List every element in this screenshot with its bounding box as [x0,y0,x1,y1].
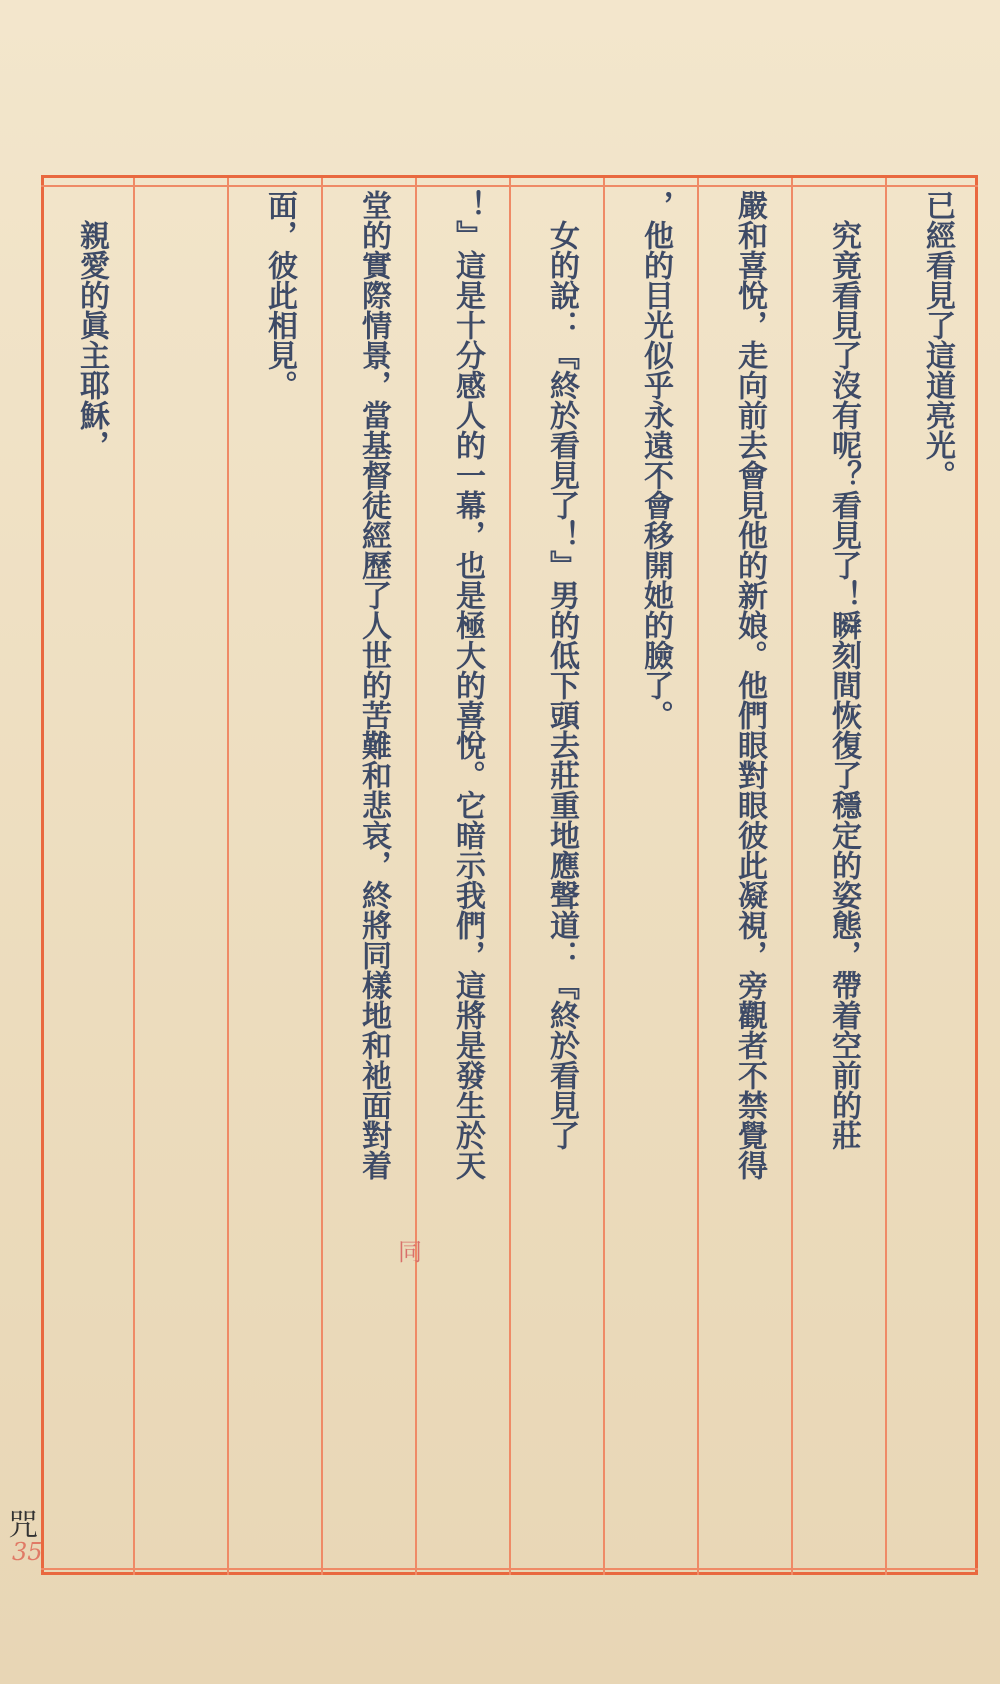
text-column: 面，彼此相見。 [262,190,297,400]
text-column: 親愛的眞主耶穌， [74,190,109,460]
text-column: ！』這是十分感人的一幕，也是極大的喜悅。它暗示我們，這將是發生於天 [450,190,485,1180]
margin-correction-note: 同 [398,1238,422,1266]
column-divider [791,178,793,1575]
column-divider [509,178,511,1575]
page-number: 35 [12,1538,43,1566]
column-divider [603,178,605,1575]
text-column: 女的說：『終於看見了！』男的低下頭去莊重地應聲道：『終於看見了 [544,190,579,1150]
page-mark: 咒 [8,1508,38,1543]
column-divider [133,178,135,1575]
text-column: 究竟看見了沒有呢？看見了！瞬刻間恢復了穩定的姿態，帶着空前的莊 [826,190,861,1150]
text-column: 堂的實際情景，當基督徒經歷了人世的苦難和悲哀，終將同樣地和祂面對着 [356,190,391,1180]
column-divider [321,178,323,1575]
column-divider [415,178,417,1575]
column-divider [885,178,887,1575]
column-divider [697,178,699,1575]
text-column: 嚴和喜悅，走向前去會見他的新娘。他們眼對眼彼此凝視，旁觀者不禁覺得 [732,190,767,1180]
text-column: ，他的目光似乎永遠不會移開她的臉了。 [638,190,673,730]
text-column: 已經看見了這道亮光。 [920,190,955,490]
column-divider [227,178,229,1575]
